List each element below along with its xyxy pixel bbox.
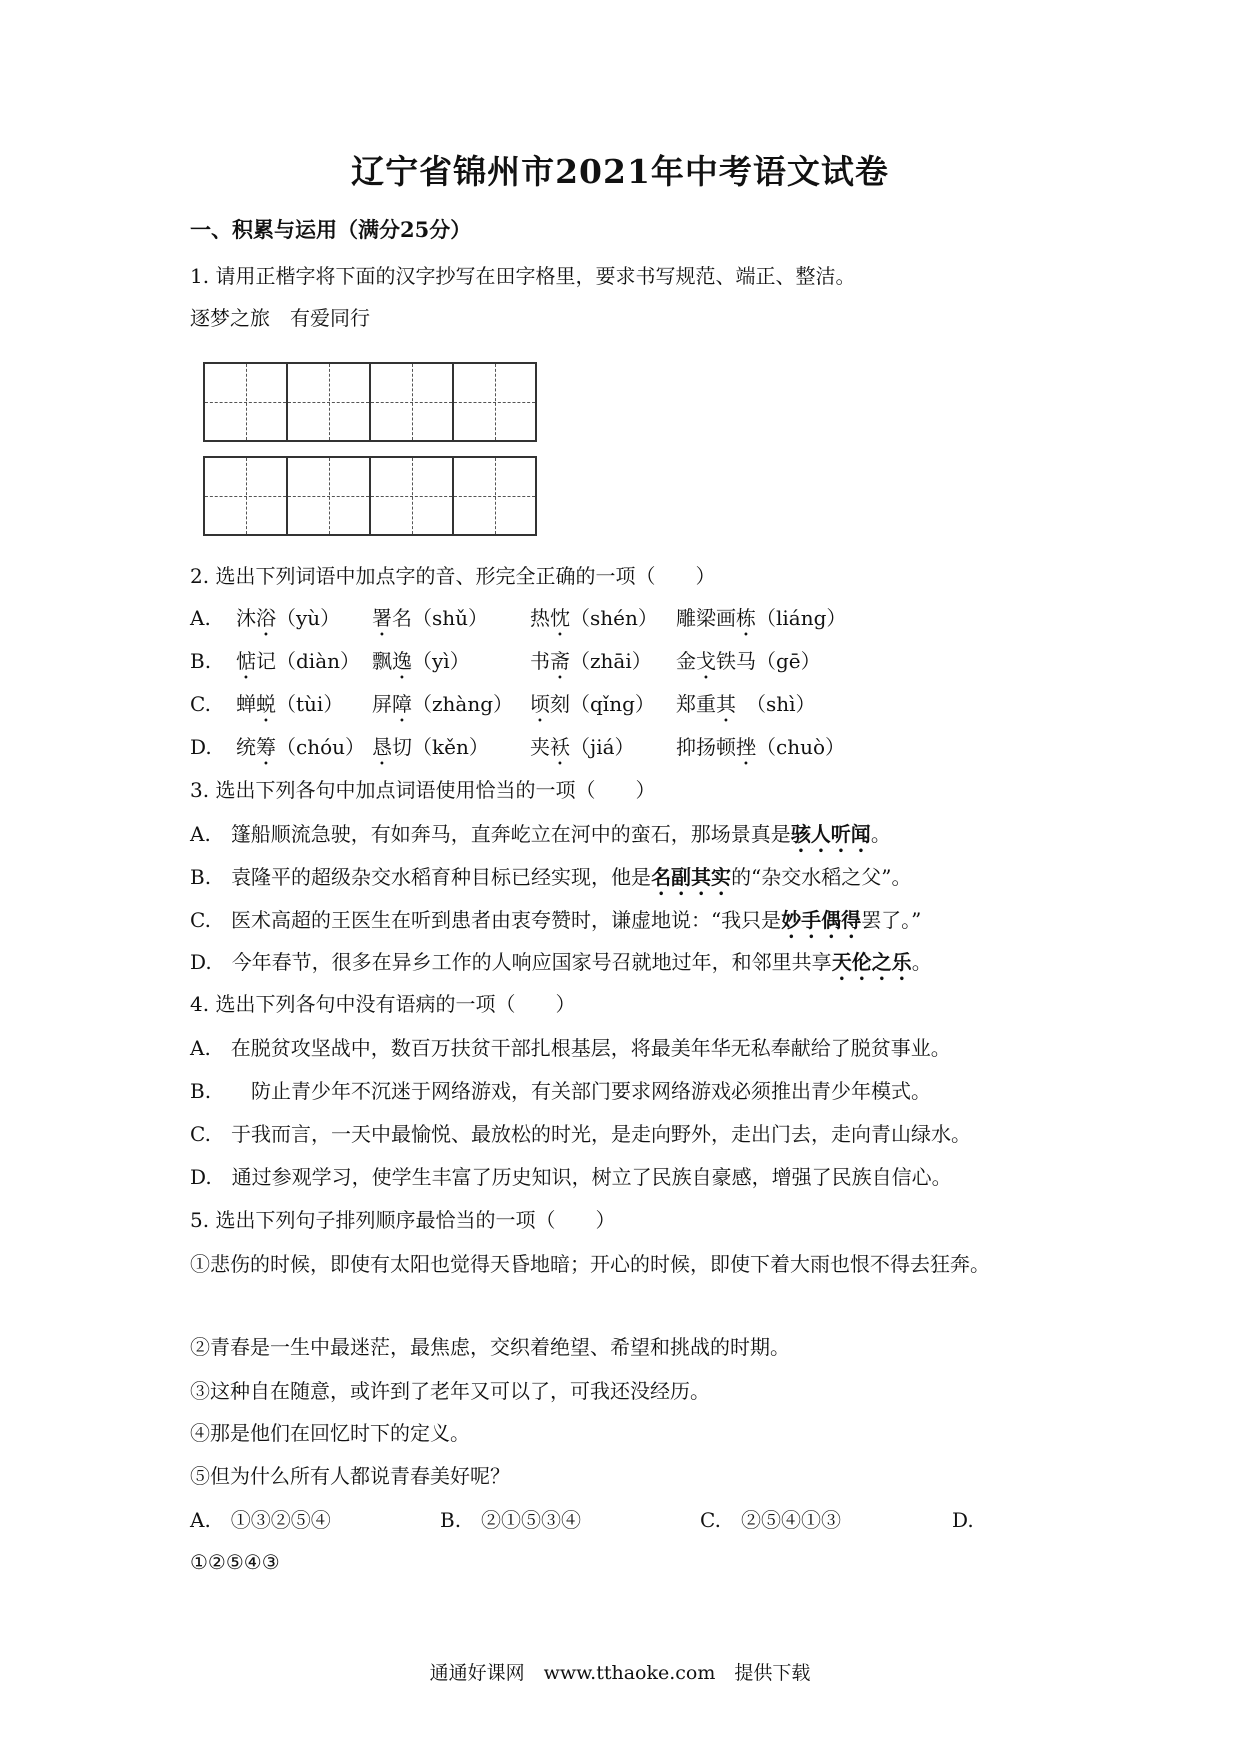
q2-word: 飘逸（yì） [372,649,470,673]
grid-cell[interactable] [371,364,454,440]
q2-word: 恳切（kěn） [372,735,489,759]
emphasized-char: 浴 [256,606,276,630]
grid-cell[interactable] [205,458,288,534]
emphasized-char: 逸 [392,649,412,673]
emphasized-char: 恳 [372,735,392,759]
q2-option-b[interactable]: B. [190,649,212,673]
page-footer: 通通好课网 www.tthaoke.com 提供下载 [429,1662,811,1684]
grid-cell[interactable] [288,364,371,440]
q2-word: 沐浴（yù） [236,606,341,630]
emphasized-char: 栋 [736,606,756,630]
q5-stem: 5. 选出下列句子排列顺序最恰当的一项（ ） [190,1208,616,1232]
q2-word: 雕梁画栋（liáng） [676,606,847,630]
q5-option-a[interactable]: A. ①③②⑤④ [190,1508,331,1532]
emphasized-phrase: 天伦之乐 [831,950,912,974]
emphasized-char: 署 [372,606,392,630]
writing-grid-row-1[interactable] [203,362,537,442]
q4-option-b[interactable]: B. 防止青少年不沉迷于网络游戏，有关部门要求网络游戏必须推出青少年模式。 [190,1079,932,1103]
q5-sentence-4: ④那是他们在回忆时下的定义。 [190,1421,470,1445]
grid-cell[interactable] [454,364,535,440]
q2-word: 署名（shǔ） [372,606,489,630]
emphasized-char: 筹 [256,735,276,759]
emphasized-char: 忱 [550,606,570,630]
emphasized-phrase: 骇人听闻 [790,822,871,846]
q2-stem: 2. 选出下列词语中加点字的音、形完全正确的一项（ ） [190,564,716,588]
q2-word: 夹袄（jiá） [530,735,635,759]
q4-stem: 4. 选出下列各句中没有语病的一项（ ） [190,992,576,1016]
q2-word: 抑扬顿挫（chuò） [676,735,846,759]
q2-word: 热忱（shén） [530,606,658,630]
q1-text: 逐梦之旅 有爱同行 [190,306,370,330]
emphasized-phrase: 妙手偶得 [781,908,862,932]
q4-option-d[interactable]: D. 通过参观学习，使学生丰富了历史知识，树立了民族自豪感，增强了民族自信心。 [190,1165,952,1189]
q1-stem: 1. 请用正楷字将下面的汉字抄写在田字格里，要求书写规范、端正、整洁。 [190,264,856,288]
section-heading: 一、积累与运用（满分25分） [190,217,472,242]
q4-option-a[interactable]: A. 在脱贫攻坚战中，数百万扶贫干部扎根基层，将最美年华无私奉献给了脱贫事业。 [190,1036,951,1060]
emphasized-char: 袄 [550,735,570,759]
q3-option-c[interactable]: C. 医术高超的王医生在听到患者由衷夸赞时，谦虚地说：“我只是妙手偶得罢了。” [190,908,922,932]
q2-word: 惦记（diàn） [236,649,361,673]
q5-sentence-1: ①悲伤的时候，即使有太阳也觉得天昏地暗；开心的时候，即使下着大雨也恨不得去狂奔。 [190,1252,990,1276]
emphasized-char: 顷 [530,692,550,716]
grid-cell[interactable] [205,364,288,440]
grid-cell[interactable] [288,458,371,534]
emphasized-char: 惦 [236,649,256,673]
q3-option-a[interactable]: A. 篷船顺流急驶，有如奔马，直奔屹立在河中的蛮石，那场景真是骇人听闻。 [190,822,891,846]
q5-sentence-2: ②青春是一生中最迷茫，最焦虑，交织着绝望、希望和挑战的时期。 [190,1335,790,1359]
writing-grid-row-2[interactable] [203,456,537,536]
q5-option-d-continued: ①②⑤④③ [190,1550,280,1574]
q3-stem: 3. 选出下列各句中加点词语使用恰当的一项（ ） [190,778,656,802]
q3-option-d[interactable]: D. 今年春节，很多在异乡工作的人响应国家号召就地过年，和邻里共享天伦之乐。 [190,950,932,974]
q5-option-b[interactable]: B. ②①⑤③④ [440,1508,582,1532]
q2-word: 郑重其 （shì） [676,692,816,716]
q2-word: 顷刻（qǐng） [530,692,655,716]
emphasized-char: 挫 [736,735,756,759]
emphasized-char: 障 [392,692,412,716]
emphasized-char: 戈 [696,649,716,673]
q5-option-d[interactable]: D. [952,1508,974,1532]
q4-option-c[interactable]: C. 于我而言，一天中最愉悦、最放松的时光，是走向野外，走出门去，走向青山绿水。 [190,1122,971,1146]
q5-sentence-5: ⑤但为什么所有人都说青春美好呢？ [190,1464,510,1488]
emphasized-char: 蜕 [256,692,276,716]
emphasized-phrase: 名副其实 [651,865,732,889]
page-title: 辽宁省锦州市2021年中考语文试卷 [351,152,889,191]
q2-word: 书斋（zhāi） [530,649,652,673]
q2-word: 金戈铁马（gē） [676,649,821,673]
emphasized-char: 其 [716,692,736,716]
grid-cell[interactable] [454,458,535,534]
q2-option-d[interactable]: D. [190,735,212,759]
q2-option-c[interactable]: C. [190,692,211,716]
q5-sentence-3: ③这种自在随意，或许到了老年又可以了，可我还没经历。 [190,1379,710,1403]
q5-option-c[interactable]: C. ②⑤④①③ [700,1508,841,1532]
grid-cell[interactable] [371,458,454,534]
q3-option-b[interactable]: B. 袁隆平的超级杂交水稻育种目标已经实现，他是名副其实的“杂交水稻之父”。 [190,865,912,889]
emphasized-char: 斋 [550,649,570,673]
q2-word: 统筹（chóu） [236,735,366,759]
q2-word: 蝉蜕（tùi） [236,692,344,716]
q2-option-a[interactable]: A. [190,606,211,630]
q2-word: 屏障（zhàng） [372,692,514,716]
